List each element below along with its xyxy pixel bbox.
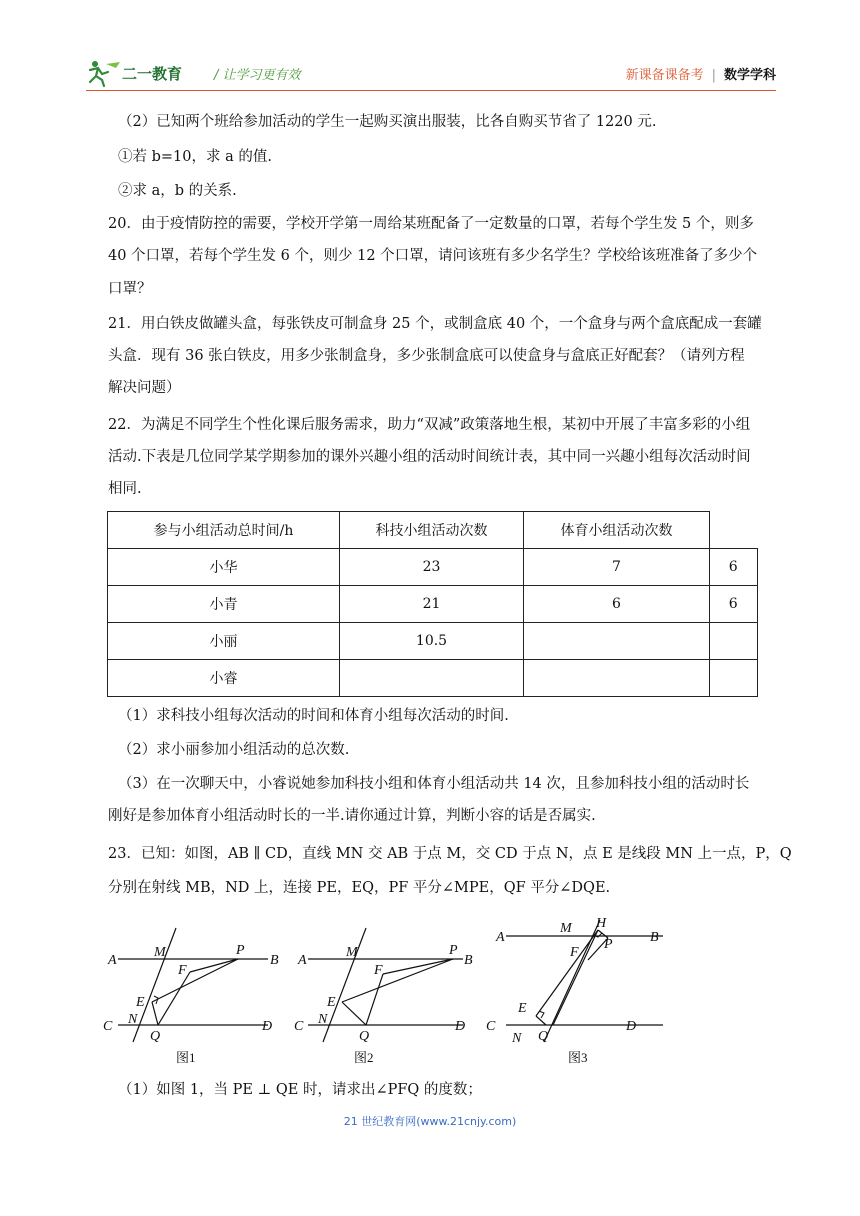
table-cell	[340, 660, 524, 697]
fig3-label-b: B	[650, 930, 659, 945]
table-row	[108, 586, 758, 623]
table-header-cell: 科技小组活动次数	[340, 512, 524, 549]
table-header-row	[108, 512, 758, 549]
q22-part3-line1: （3）在一次聊天中，小睿说她参加科技小组和体育小组活动共 14 次，且参加科技小组的活动时长	[118, 776, 750, 792]
fig2-label-b: B	[464, 953, 473, 968]
q21-line1: 21．用白铁皮做罐头盒，每张铁皮可制盒身 25 个，或制盒底 40 个，一个盒身与两个盒底配成一套罐	[108, 316, 762, 332]
table-cell	[524, 623, 710, 660]
q23-line2: 分别在射线 MB，ND 上，连接 PE，EQ，PF 平分∠MPE，QF 平分∠DQE.	[108, 880, 611, 896]
fig3-label-c: C	[486, 1019, 496, 1034]
q19-sub2: ②求 a，b 的关系.	[118, 183, 237, 199]
fig2-label-q: Q	[359, 1029, 370, 1044]
fig3-label-a: A	[496, 930, 505, 945]
fig2-label-d: D	[455, 1019, 466, 1034]
table-cell: 21	[340, 586, 524, 623]
table-cell: 小青	[108, 586, 340, 623]
fig2-label-m: M	[346, 945, 358, 960]
table-cell	[524, 660, 710, 697]
fig3-label-d: D	[626, 1019, 637, 1034]
fig1-label-b: B	[270, 953, 279, 968]
table-cell: 小睿	[108, 660, 340, 697]
fig3-label-m: M	[560, 921, 572, 936]
fig2-caption: 图2	[354, 1050, 374, 1065]
fig2-label-n: N	[318, 1012, 328, 1027]
q21-line2: 头盒．现有 36 张白铁皮，用多少张制盒身，多少张制盒底可以使盒身与盒底正好配套？（请列方程	[108, 348, 745, 364]
header-divider	[86, 90, 776, 91]
table-cell: 23	[340, 549, 524, 586]
fig1-label-m: M	[154, 945, 166, 960]
fig1-label-q: Q	[150, 1029, 161, 1044]
q23-line1: 23．已知：如图，AB ∥ CD，直线 MN 交 AB 于点 M，交 CD 于点 N，点 E 是线段 MN 上一点，P，Q	[108, 846, 792, 862]
fig2-label-f: F	[374, 963, 383, 978]
fig2-label-c: C	[294, 1019, 304, 1034]
activity-table	[107, 511, 758, 697]
fig3-label-p: P	[604, 937, 613, 952]
q20-line2: 40 个口罩，若每个学生发 6 个，则少 12 个口罩，请问该班有多少名学生？学校给该班准备了多少个	[108, 248, 758, 264]
q22-part1: （1）求科技小组每次活动的时间和体育小组每次活动的时间.	[118, 708, 509, 724]
q22-line1: 22．为满足不同学生个性化课后服务需求，助力“双减”政策落地生根，某初中开展了丰富多彩的小组	[108, 417, 751, 433]
q20-line1: 20．由于疫情防控的需要，学校开学第一周给某班配备了一定数量的口罩，若每个学生发 5 个，则多	[108, 216, 754, 232]
fig1-label-d: D	[262, 1019, 273, 1034]
fig3-label-e: E	[518, 1001, 527, 1016]
table-header-cell: 参与小组活动总时间/h	[108, 512, 340, 549]
fig1-label-p: P	[236, 943, 245, 958]
q20-line3: 口罩？	[108, 281, 152, 297]
fig2-label-p: P	[449, 943, 458, 958]
fig2-label-a: A	[298, 953, 307, 968]
fig1-label-e: E	[136, 995, 145, 1010]
fig3-caption: 图3	[568, 1050, 588, 1065]
logo-text: 二一教育	[122, 67, 183, 83]
table-cell	[710, 623, 758, 660]
fig1-label-n: N	[128, 1012, 138, 1027]
fig1-caption: 图1	[176, 1050, 196, 1065]
table-cell: 6	[710, 586, 758, 623]
q22-line3: 相同.	[108, 481, 142, 497]
fig3-label-q: Q	[538, 1029, 549, 1044]
table-row	[108, 623, 758, 660]
slogan: / 让学习更有效	[214, 68, 301, 83]
q22-part2: （2）求小丽参加小组活动的总次数.	[118, 742, 350, 758]
q21-line3: 解决问题）	[108, 380, 181, 396]
logo-runner-icon	[86, 58, 204, 88]
header-right	[626, 64, 776, 83]
q23-part1: （1）如图 1，当 PE ⊥ QE 时，请求出∠PFQ 的度数；	[118, 1082, 482, 1098]
header-subject-label: 数学学科	[723, 68, 776, 83]
fig1-label-f: F	[178, 963, 187, 978]
q19-part2: （2）已知两个班给参加活动的学生一起购买演出服装，比各自购买节省了 1220 元.	[118, 114, 657, 130]
table-cell: 10.5	[340, 623, 524, 660]
fig3-label-h: H	[596, 916, 607, 931]
table-header-cell: 体育小组活动次数	[524, 512, 710, 549]
table-row	[108, 660, 758, 697]
table-blank-corner	[710, 512, 758, 549]
table-cell	[710, 660, 758, 697]
table-row	[108, 549, 758, 586]
table-cell: 6	[524, 586, 710, 623]
q22-line2: 活动.下表是几位同学某学期参加的课外兴趣小组的活动时间统计表，其中同一兴趣小组每次活动时间	[108, 449, 751, 465]
q19-sub1: ①若 b=10，求 a 的值.	[118, 149, 272, 165]
fig3-label-f: F	[570, 945, 579, 960]
table-cell: 小丽	[108, 623, 340, 660]
fig2-label-e: E	[327, 995, 336, 1010]
header-separator: |	[711, 68, 716, 83]
header-course-label: 新课备课备考	[625, 68, 704, 83]
q23-figures	[98, 912, 678, 1072]
table-cell: 6	[710, 549, 758, 586]
table-cell: 7	[524, 549, 710, 586]
page-header	[86, 56, 776, 92]
q22-part3-line2: 刚好是参加体育小组活动时长的一半.请你通过计算，判断小容的话是否属实.	[108, 808, 596, 824]
fig1-label-c: C	[103, 1019, 113, 1034]
fig3-label-n: N	[512, 1031, 522, 1046]
fig1-label-a: A	[108, 953, 117, 968]
table-cell: 小华	[108, 549, 340, 586]
page-footer: 21 世纪教育网(www.21cnjy.com)	[343, 1115, 517, 1128]
